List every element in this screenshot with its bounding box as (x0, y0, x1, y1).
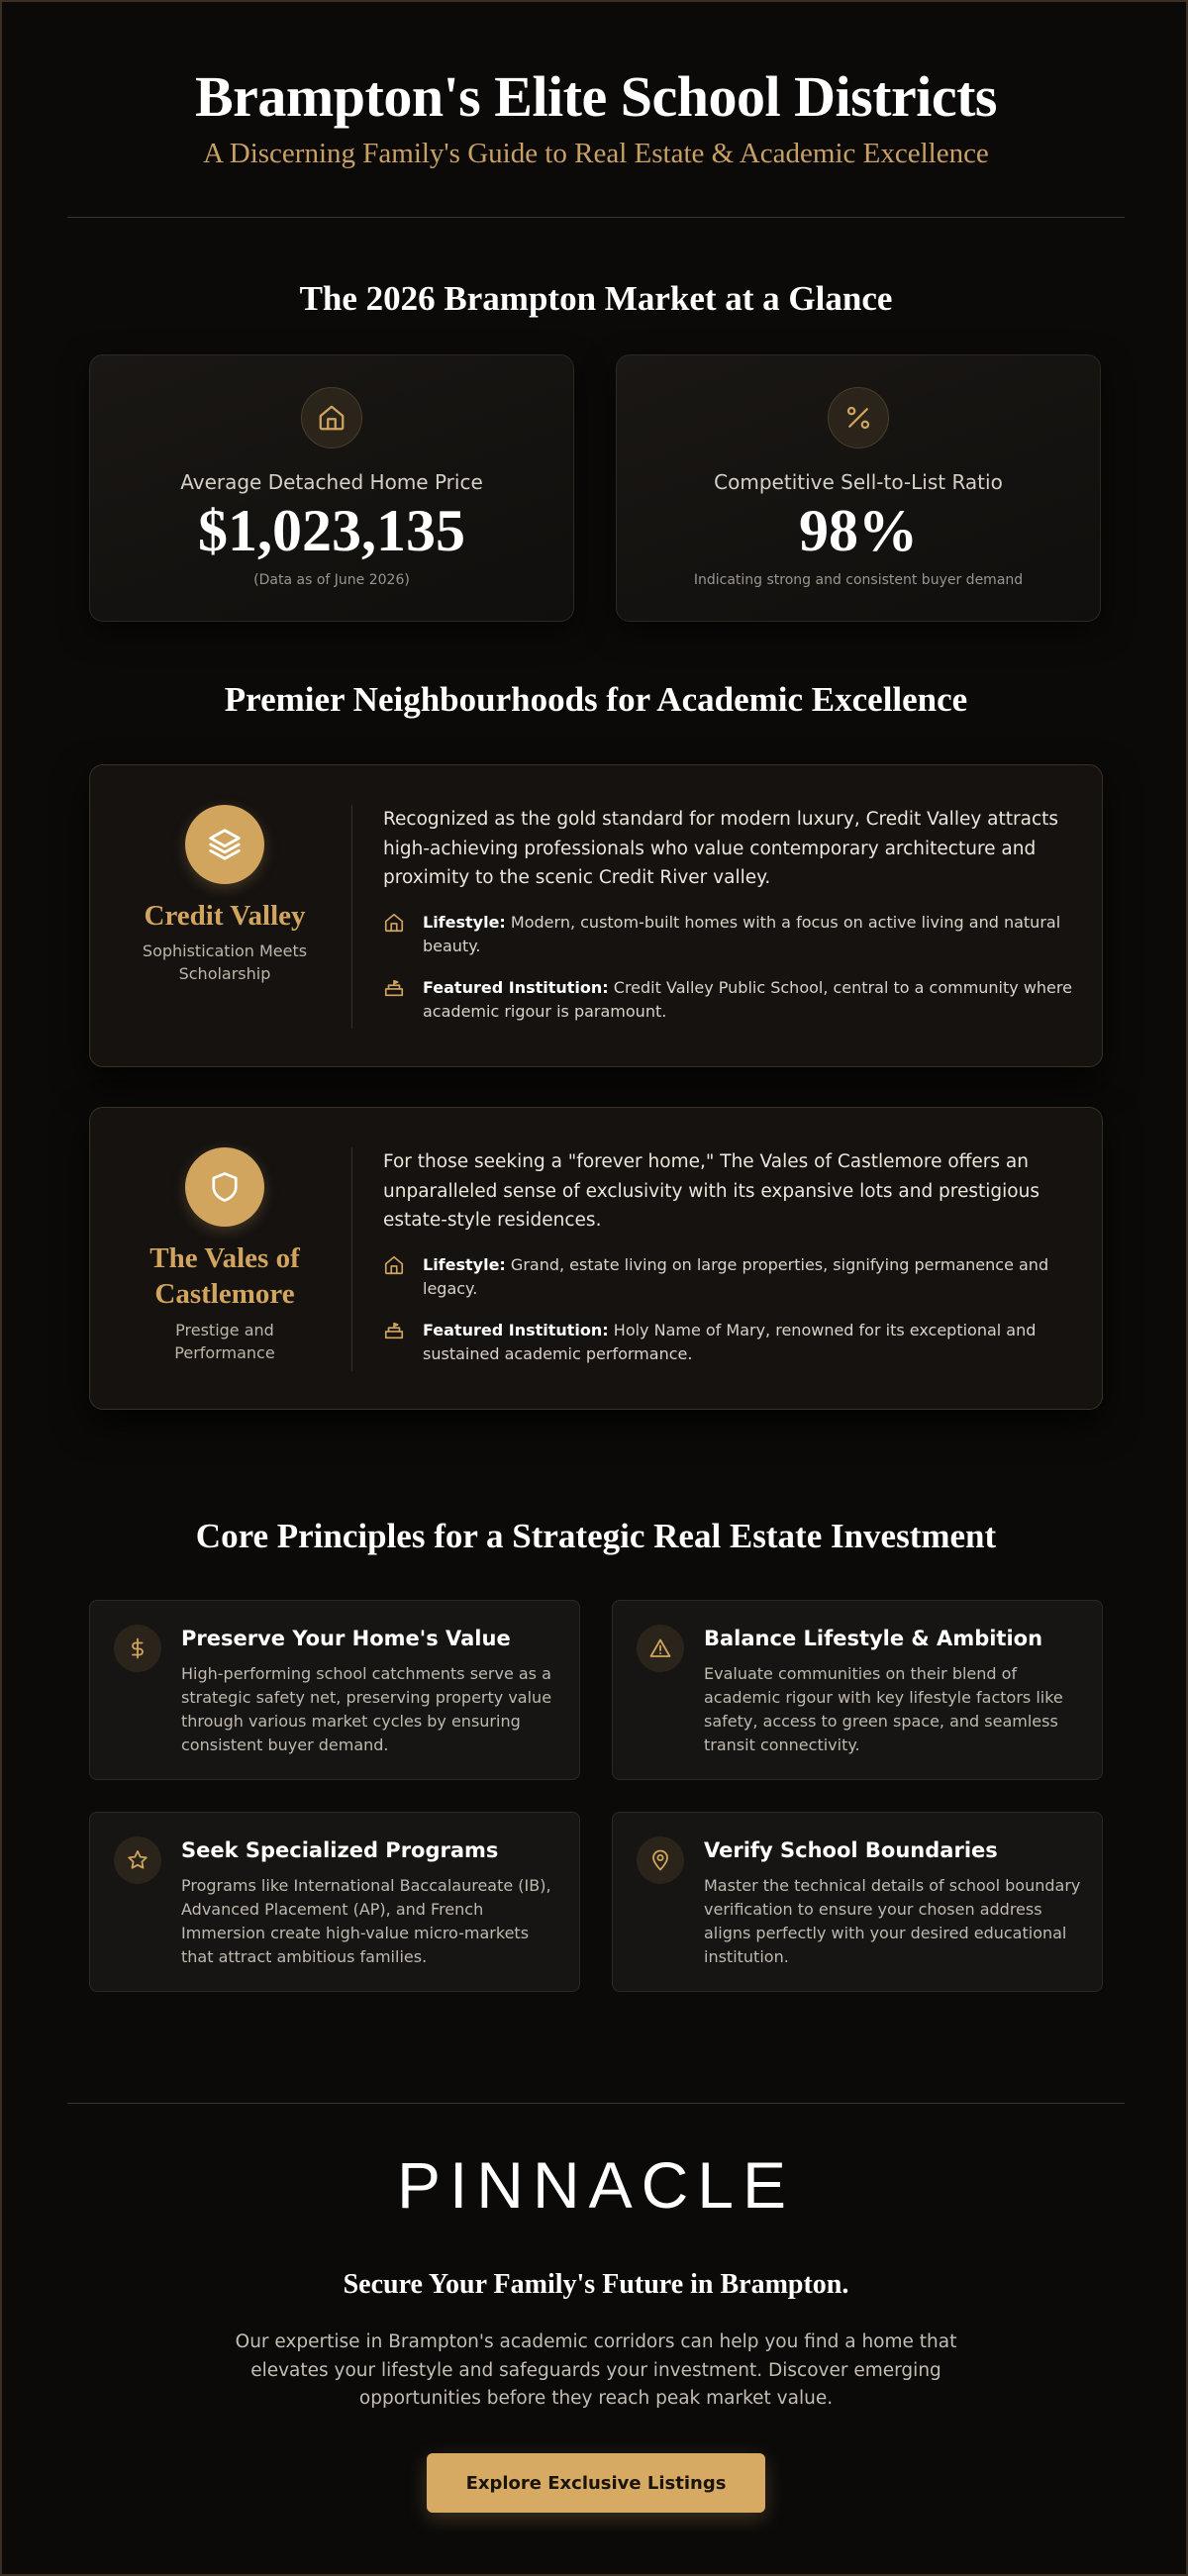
principle-text: Master the technical details of school boundary verification to ensure your chosen address aligns perfectly with your desired educational institution. (704, 1876, 1081, 1966)
page-header (2, 63, 1188, 170)
page-subtitle: A Discerning Family's Guide to Real Estate & Academic Excellence (203, 138, 989, 169)
institution-feature (383, 976, 1076, 1024)
card-divider (351, 805, 352, 1029)
lifestyle-text: Modern, custom-built homes with a focus on active living and natural beauty. (423, 912, 1061, 955)
stat-note: (Data as of June 2026) (253, 572, 410, 588)
map-pin-icon (637, 1836, 684, 1884)
lifestyle-feature (383, 1253, 1076, 1301)
principle-title: Balance Lifestyle & Ambition (704, 1627, 1043, 1650)
percent-icon (828, 387, 889, 448)
principles-section-title: Core Principles for a Strategic Real Estate Investment (195, 1517, 997, 1555)
institution-label: Featured Institution: (423, 977, 609, 997)
footer-divider (67, 2103, 1125, 2104)
stat-card-home-price (89, 354, 574, 622)
stat-label: Competitive Sell-to-List Ratio (714, 470, 1003, 494)
lifestyle-text: Grand, estate living on large properties, signifying permanence and legacy. (423, 1254, 1049, 1298)
neighbourhood-identity (90, 1108, 359, 1409)
stat-card-sell-to-list (616, 354, 1101, 622)
warning-icon (637, 1625, 684, 1672)
principle-title: Verify School Boundaries (704, 1838, 998, 1862)
stat-label: Average Detached Home Price (180, 470, 483, 494)
neighbourhood-tagline: Sophistication Meets Scholarship (142, 941, 308, 984)
star-icon (114, 1836, 161, 1884)
dollar-icon (114, 1625, 161, 1672)
stat-value: $1,023,135 (198, 498, 465, 563)
institution-text: Credit Valley Public School, central to a community where academic rigour is paramount. (423, 977, 1072, 1021)
principle-card-balance-lifestyle (612, 1600, 1103, 1780)
neighbourhood-details (383, 1147, 1076, 1366)
lifestyle-label: Lifestyle: (423, 912, 506, 932)
layers-icon (185, 805, 264, 884)
school-icon (383, 977, 407, 1003)
stat-note: Indicating strong and consistent buyer demand (693, 572, 1024, 588)
stat-value: 98% (799, 498, 918, 563)
neighbourhood-name: The Vales of Castlemore (149, 1242, 300, 1311)
neighbourhood-name: Credit Valley (144, 900, 306, 932)
principle-card-verify-boundaries (612, 1812, 1103, 1992)
shield-icon (185, 1147, 264, 1227)
principle-text: High-performing school catchments serve as a strategic safety net, preserving property value through various market cycles by ensuring consistent buyer demand. (181, 1664, 552, 1754)
neighbourhood-card-vales-of-castlemore (89, 1107, 1103, 1410)
pinnacle-logo-wordmark (368, 2150, 824, 2220)
principle-card-specialized-programs (89, 1812, 580, 1992)
institution-text: Holy Name of Mary, renowned for its exceptional and sustained academic performance. (423, 1320, 1037, 1363)
neighbourhood-card-credit-valley (89, 764, 1103, 1067)
explore-listings-button[interactable]: Explore Exclusive Listings (427, 2453, 765, 2513)
neighbourhood-details (383, 805, 1076, 1024)
neighbourhood-intro: For those seeking a "forever home," The Vales of Castlemore offers an unparalleled sense of exclusivity with its expansive lots and prestigious estate-style residences. (383, 1151, 1040, 1232)
neighbourhood-identity (90, 765, 359, 1066)
lifestyle-feature (383, 911, 1076, 958)
market-section-title: The 2026 Brampton Market at a Glance (299, 279, 893, 318)
logo-text: PINNACLE (396, 2150, 796, 2220)
house-icon (301, 387, 362, 448)
institution-label: Featured Institution: (423, 1320, 609, 1339)
principle-card-preserve-value (89, 1600, 580, 1780)
neighbourhood-intro: Recognized as the gold standard for modern luxury, Credit Valley attracts high-achieving professionals who value contemporary architecture and proximity to the scenic Credit River valley. (383, 809, 1059, 889)
house-icon (383, 1254, 407, 1280)
lifestyle-label: Lifestyle: (423, 1254, 506, 1274)
institution-feature (383, 1319, 1076, 1366)
cta-title: Secure Your Family's Future in Brampton. (343, 2269, 849, 2300)
principle-text: Evaluate communities on their blend of academic rigour with key lifestyle factors like safety, access to green space, and seamless transit connectivity. (704, 1664, 1063, 1754)
cta-description: Our expertise in Brampton's academic corridors can help you find a home that elevates your lifestyle and safeguards your investment. Discover emerging opportunities before they reach peak market value. (235, 2331, 957, 2410)
pinnacle-logo (2, 2150, 1188, 2224)
card-divider (351, 1147, 352, 1371)
school-icon (383, 1320, 407, 1345)
page-title: Brampton's Elite School Districts (195, 64, 997, 129)
house-icon (383, 912, 407, 938)
principle-text: Programs like International Baccalaureate (IB), Advanced Placement (AP), and French Immersion create high-value micro-markets that attract ambitious families. (181, 1876, 551, 1966)
neighbourhood-tagline: Prestige and Performance (174, 1320, 275, 1362)
header-divider (67, 217, 1125, 218)
neighbourhoods-section-title: Premier Neighbourhoods for Academic Excellence (224, 680, 968, 719)
principle-title: Seek Specialized Programs (181, 1838, 499, 1862)
principle-title: Preserve Your Home's Value (181, 1627, 511, 1650)
